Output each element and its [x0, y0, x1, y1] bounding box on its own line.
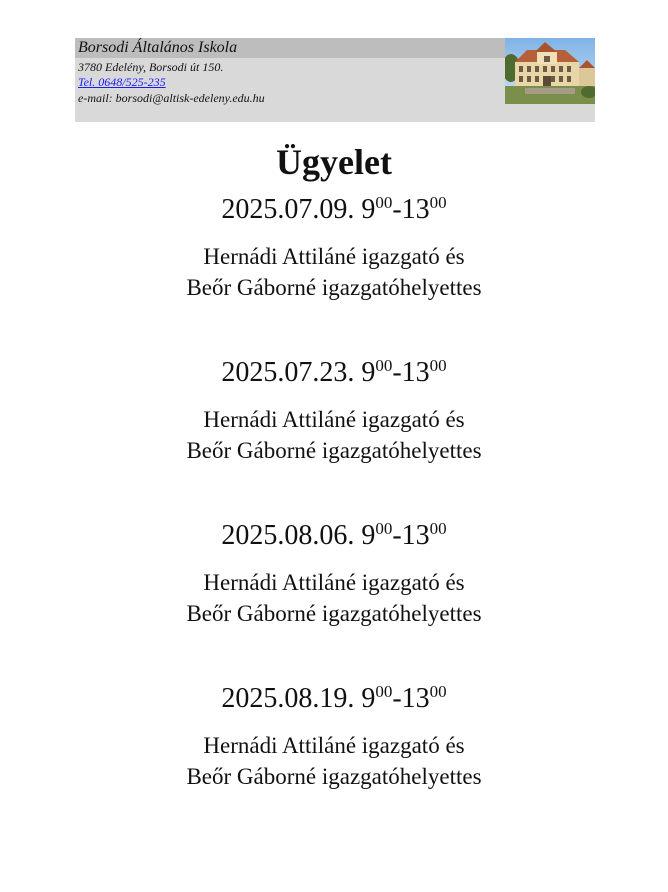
start-hour: 9: [361, 520, 376, 551]
end-hour: 13: [401, 357, 430, 388]
end-minute: 00: [429, 193, 447, 212]
duty-date-time: [0, 683, 668, 715]
duty-entry: [0, 520, 668, 629]
school-name-bar: [75, 38, 505, 58]
time-separator: -: [392, 194, 402, 225]
time-separator: -: [392, 520, 402, 551]
end-minute: 00: [429, 519, 447, 538]
start-minute: 00: [375, 682, 393, 701]
start-hour: 9: [361, 357, 376, 388]
end-minute: 00: [429, 682, 447, 701]
start-minute: 00: [375, 519, 393, 538]
duty-date: 2025.07.23.: [221, 357, 355, 388]
school-header: [75, 38, 595, 122]
duty-date: 2025.08.06.: [221, 520, 355, 551]
page-title: Ügyelet: [276, 142, 392, 182]
school-email: e-mail: borsodi@altisk-edeleny.edu.hu: [78, 91, 265, 105]
end-hour: 13: [401, 194, 430, 225]
duty-person-deputy: Beőr Gáborné igazgatóhelyettes: [186, 438, 482, 463]
duty-date-time: [0, 520, 668, 552]
duty-entry: [0, 194, 668, 303]
duty-date: 2025.08.19.: [221, 683, 355, 714]
duty-person-deputy: Beőr Gáborné igazgatóhelyettes: [186, 601, 482, 626]
duty-date-time: [0, 357, 668, 389]
time-separator: -: [392, 357, 402, 388]
duty-person-deputy: Beőr Gáborné igazgatóhelyettes: [186, 764, 482, 789]
duty-entry: [0, 357, 668, 466]
duty-date: 2025.07.09.: [221, 194, 355, 225]
start-hour: 9: [361, 683, 376, 714]
duty-date-time: [0, 194, 668, 226]
duty-person-principal: Hernádi Attiláné igazgató és: [203, 244, 465, 269]
start-hour: 9: [361, 194, 376, 225]
end-hour: 13: [401, 520, 430, 551]
end-minute: 00: [429, 356, 447, 375]
duty-entry: [0, 683, 668, 792]
school-address: 3780 Edelény, Borsodi út 150.: [78, 60, 224, 74]
duty-person-principal: Hernádi Attiláné igazgató és: [203, 570, 465, 595]
school-name: Borsodi Általános Iskola: [78, 39, 238, 56]
duty-person-principal: Hernádi Attiláné igazgató és: [203, 407, 465, 432]
start-minute: 00: [375, 193, 393, 212]
duty-person-principal: Hernádi Attiláné igazgató és: [203, 733, 465, 758]
phone-link[interactable]: Tel. 0648/525-235: [78, 75, 166, 89]
start-minute: 00: [375, 356, 393, 375]
school-building-photo: [505, 38, 595, 104]
end-hour: 13: [401, 683, 430, 714]
duty-person-deputy: Beőr Gáborné igazgatóhelyettes: [186, 275, 482, 300]
time-separator: -: [392, 683, 402, 714]
